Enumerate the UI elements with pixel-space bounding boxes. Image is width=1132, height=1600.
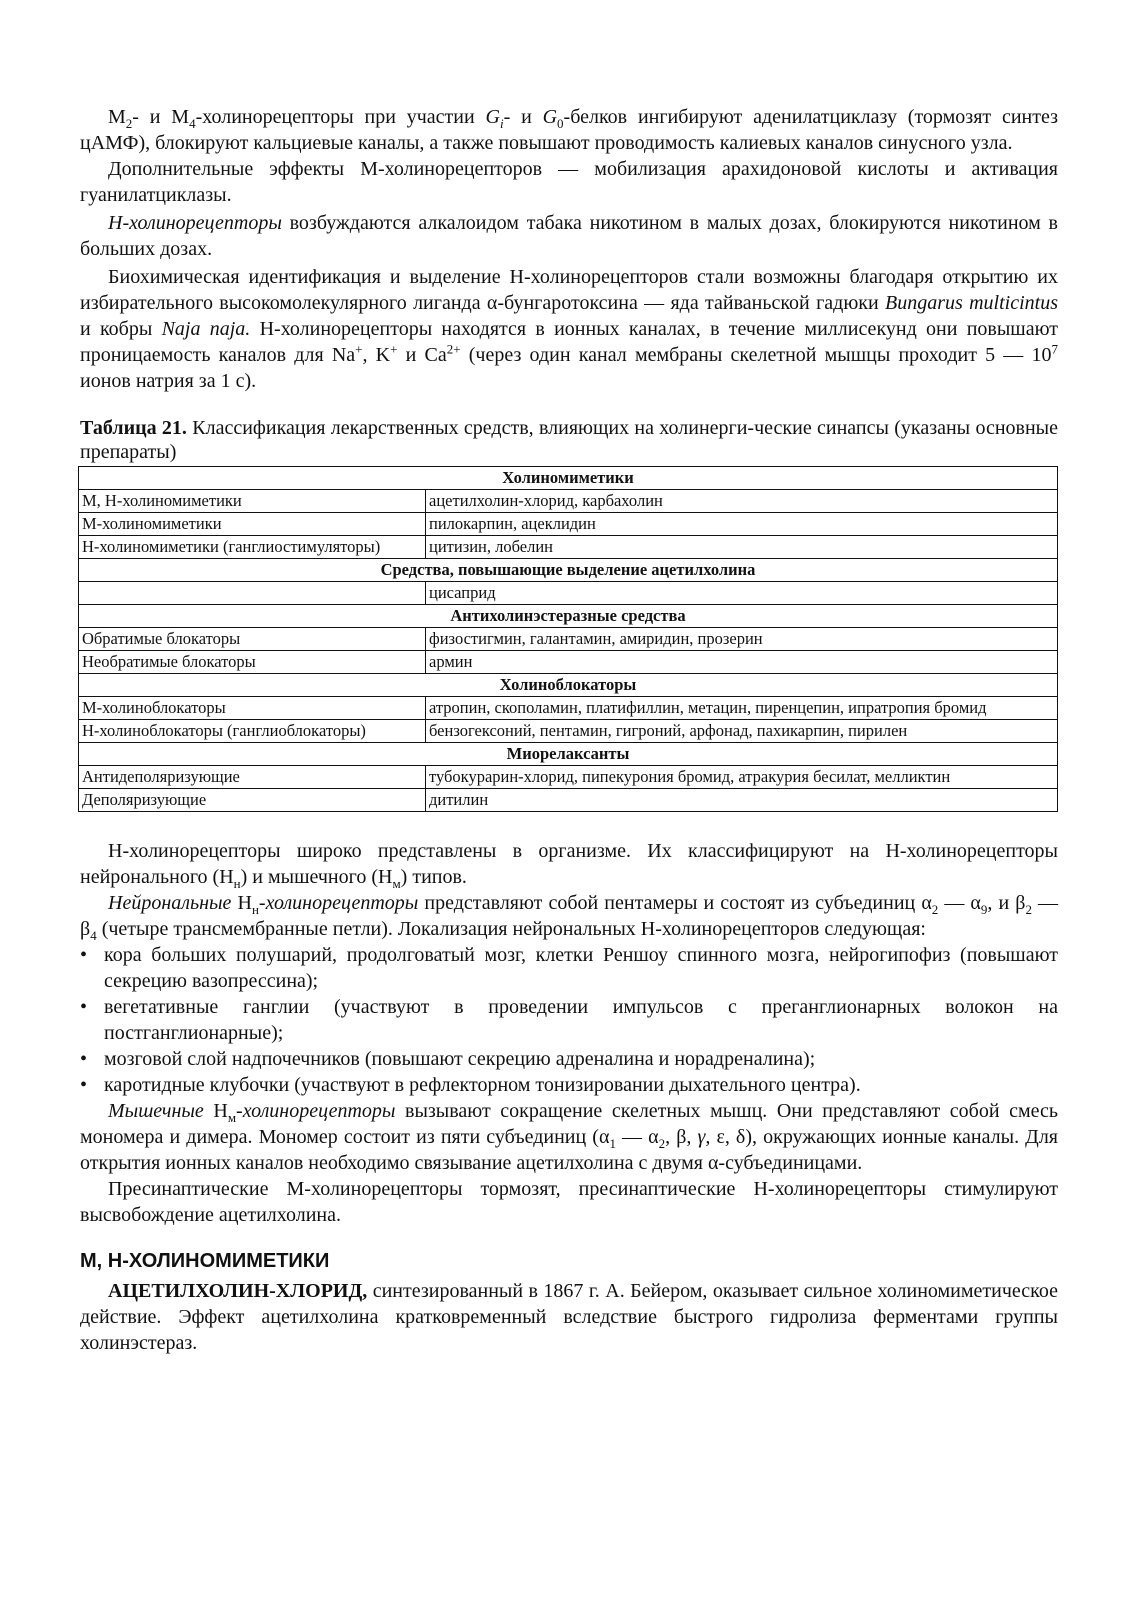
italic-run: Naja naja. xyxy=(161,318,251,340)
italic-run: Нейрональные xyxy=(108,892,232,914)
table-cell-drugs: тубокурарин-хлорид, пипекурония бромид, атракурия бесилат, мелликтин xyxy=(426,766,1058,789)
page-content xyxy=(80,104,1058,1358)
text-run: (через один канал мембраны скелетной мышцы проходит 5 — 10 xyxy=(460,344,1052,366)
text-run: -белков ингибируют аденилатциклазу (тормозят синтез цАМФ), блокируют кальциевые каналы, а также повышают проводимость калиевых каналов синусного узла. xyxy=(80,106,1058,154)
table-row xyxy=(79,582,1058,605)
superscript: 2+ xyxy=(446,341,461,357)
bold-run: АЦЕТИЛХОЛИН-ХЛОРИД, xyxy=(108,1280,368,1302)
text-run: -холинорецепторы при участии xyxy=(195,106,486,128)
table-row xyxy=(79,720,1058,743)
subscript: 4 xyxy=(189,116,196,131)
text-run: , и β xyxy=(987,892,1026,914)
table-cell-group: Деполяризующие xyxy=(79,789,426,812)
paragraph-muscle-receptors xyxy=(80,1098,1058,1176)
table-section-header: Миорелаксанты xyxy=(79,743,1058,766)
table-row xyxy=(79,789,1058,812)
italic-run: Bungarus multicintus xyxy=(885,292,1059,314)
superscript: + xyxy=(390,341,398,357)
text-run: возбуждаются алкалоидом табака никотином в малых дозах, блокируются никотином в больших дозах. xyxy=(80,212,1058,260)
paragraph-additional-effects: Дополнительные эффекты М-холинорецепторов — мобилизация арахидоновой кислоты и активация гуанилатциклазы. xyxy=(80,158,1058,206)
table-cell-group: М, Н-холиномиметики xyxy=(79,490,426,513)
subscript: 9 xyxy=(980,902,988,917)
table-caption-number: Таблица 21. xyxy=(80,417,187,439)
paragraph-biochemical-identification xyxy=(80,264,1058,394)
table-section-header: Холиномиметики xyxy=(79,467,1058,490)
table-cell-drugs: пилокарпин, ацеклидин xyxy=(426,513,1058,536)
text-run: — α xyxy=(938,892,981,914)
classification-table xyxy=(78,466,1058,812)
table-caption xyxy=(80,416,1058,464)
subscript: 1 xyxy=(609,1136,616,1151)
table-cell-group xyxy=(79,582,426,605)
text-run: и Ca xyxy=(397,344,447,366)
table-row xyxy=(79,536,1058,559)
text-run: ε, δ), окружающих ионные каналы. Для открытия ионных каналов необходимо связывание ацетилхолина с двумя α-субъединицами. xyxy=(80,1126,1058,1174)
table-section-header: Антихолинэстеразные средства xyxy=(79,605,1058,628)
text-run: и кобры xyxy=(80,318,162,340)
text-run: - и М xyxy=(132,106,190,128)
text-run: ионов натрия за 1 с). xyxy=(80,370,257,392)
italic-run: G xyxy=(485,106,500,128)
table-cell-drugs: физостигмин, галантамин, амиридин, прозерин xyxy=(426,628,1058,651)
table-section-header: Средства, повышающие выделение ацетилхолина xyxy=(79,559,1058,582)
table-cell-group: Обратимые блокаторы xyxy=(79,628,426,651)
italic-run: Мышечные xyxy=(108,1100,204,1122)
italic-run: γ, xyxy=(697,1126,711,1148)
text-run: Н xyxy=(231,892,252,914)
text-run: M xyxy=(108,106,126,128)
paragraph-m2-m4-receptors xyxy=(80,104,1058,156)
localization-list xyxy=(80,942,1058,1098)
table-cell-group: М-холиномиметики xyxy=(79,513,426,536)
list-item-text: каротидные клубочки (участвуют в рефлекторном тонизировании дыхательного центра). xyxy=(104,1074,861,1096)
subscript: н xyxy=(251,902,259,917)
subscript: i xyxy=(499,116,504,131)
text-run: — α xyxy=(615,1126,659,1148)
text-run: Н-холинорецепторы находятся в ионных каналах, в течение миллисекунд они повышают проницаемость каналов для Na xyxy=(80,318,1058,366)
table-cell-group: М-холиноблокаторы xyxy=(79,697,426,720)
list-item xyxy=(80,1046,1058,1072)
table-caption-text: Классификация лекарственных средств, влияющих на холинерги-ческие синапсы (указаны основные препараты) xyxy=(80,417,1058,463)
table-section-header: Холиноблокаторы xyxy=(79,674,1058,697)
table-section-header-row xyxy=(79,467,1058,490)
section-heading: М, Н-ХОЛИНОМИМЕТИКИ xyxy=(80,1250,330,1272)
bullet-icon: • xyxy=(80,944,88,966)
superscript: 7 xyxy=(1051,341,1058,357)
table-section-header-row xyxy=(79,743,1058,766)
table-cell-group: Н-холиномиметики (ганглиостимуляторы) xyxy=(79,536,426,559)
text-run: — β xyxy=(80,892,1059,940)
table-row xyxy=(79,766,1058,789)
table-row xyxy=(79,628,1058,651)
subscript: 2 xyxy=(1025,902,1032,917)
table-cell-drugs: атропин, скополамин, платифиллин, метацин, пиренцепин, ипратропия бромид xyxy=(426,697,1058,720)
table-cell-group: Н-холиноблокаторы (ганглиоблокаторы) xyxy=(79,720,426,743)
table-section-header-row xyxy=(79,559,1058,582)
paragraph-acetylcholine-chloride xyxy=(80,1278,1058,1356)
list-item xyxy=(80,1072,1058,1098)
subscript: 4 xyxy=(90,928,97,943)
text-run: (четыре трансмембранные петли). Локализация нейрональных Н-холинорецепторов следующая: xyxy=(96,918,926,940)
table-cell-group: Необратимые блокаторы xyxy=(79,651,426,674)
text-run: синтезированный в 1867 г. А. Бейером, оказывает сильное холиномиметическое действие. Эффект ацетилхолина кратковременный вследствие быстрого гидролиза ферментами группы холинэстераз. xyxy=(80,1280,1058,1354)
table-section-header-row xyxy=(79,605,1058,628)
table-cell-drugs: ацетилхолин-хлорид, карбахолин xyxy=(426,490,1058,513)
text-run: - и xyxy=(503,106,543,128)
subscript: 2 xyxy=(931,902,939,917)
bullet-icon: • xyxy=(80,996,88,1018)
table-row xyxy=(79,651,1058,674)
list-item-text: мозговой слой надпочечников (повышают секрецию адреналина и норадреналина); xyxy=(104,1048,816,1070)
paragraph-presynaptic: Пресинаптические М-холинорецепторы тормозят, пресинаптические Н-холинорецепторы стимулируют высвобождение ацетилхолина. xyxy=(80,1178,1058,1226)
bullet-icon: • xyxy=(80,1074,88,1096)
paragraph-neuronal-receptors xyxy=(80,890,1058,942)
subscript: 2 xyxy=(658,1136,666,1151)
text-run: Н-холинорецепторы широко представлены в организме. Их классифицируют на Н-холинорецепторы нейронального (Н xyxy=(80,840,1058,888)
text-run: ) и мышечного (Н xyxy=(240,866,393,888)
text-run: ) типов. xyxy=(400,866,467,888)
bullet-icon: • xyxy=(80,1048,88,1070)
list-item xyxy=(80,994,1058,1046)
text-run: , β, xyxy=(665,1126,698,1148)
text-run: Н xyxy=(203,1100,228,1122)
italic-run: -холинорецепторы xyxy=(236,1100,396,1122)
subscript: м xyxy=(392,876,401,891)
text-run: Биохимическая идентификация и выделение Н-холинорецепторов стали возможны благодаря открытию их избирательного высокомолекулярного лиганда α-бунгаротоксина — яда тайваньской гадюки xyxy=(80,266,1058,314)
list-item xyxy=(80,942,1058,994)
subscript: 0 xyxy=(557,116,564,131)
list-item-text: кора больших полушарий, продолговатый мозг, клетки Реншоу спинного мозга, нейрогипофиз (повышают секрецию вазопрессина); xyxy=(104,944,1058,992)
list-item-text: вегетативные ганглии (участвуют в проведении импульсов с преганглионарных волокон на постганглионарные); xyxy=(104,996,1058,1044)
subscript: н xyxy=(233,876,241,891)
table-section-header-row xyxy=(79,674,1058,697)
table-row xyxy=(79,490,1058,513)
table-cell-drugs: цитизин, лобелин xyxy=(426,536,1058,559)
text-run: вызывают сокращение скелетных мышц. Они представляют собой смесь мономера и димера. Мономер состоит из пяти субъединиц (α xyxy=(80,1100,1058,1148)
table-cell-drugs: бензогексоний, пентамин, гигроний, арфонад, пахикарпин, пирилен xyxy=(426,720,1058,743)
table-cell-drugs: дитилин xyxy=(426,789,1058,812)
subscript: м xyxy=(227,1110,237,1125)
superscript: + xyxy=(355,341,363,357)
italic-run: G xyxy=(542,106,558,128)
table-row xyxy=(79,697,1058,720)
italic-run: -холинорецепторы xyxy=(258,892,419,914)
text-run: представляют собой пентамеры и состоят из субъединиц α xyxy=(418,892,932,914)
table-row xyxy=(79,513,1058,536)
paragraph-n-receptors-nicotine xyxy=(80,210,1058,262)
text-run: , K xyxy=(362,344,391,366)
paragraph-n-receptor-types xyxy=(80,838,1058,890)
table-cell-drugs: цисаприд xyxy=(426,582,1058,605)
subscript: 2 xyxy=(125,116,133,131)
italic-run: Н-холинорецепторы xyxy=(108,212,282,234)
table-cell-group: Антидеполяризующие xyxy=(79,766,426,789)
table-cell-drugs: армин xyxy=(426,651,1058,674)
